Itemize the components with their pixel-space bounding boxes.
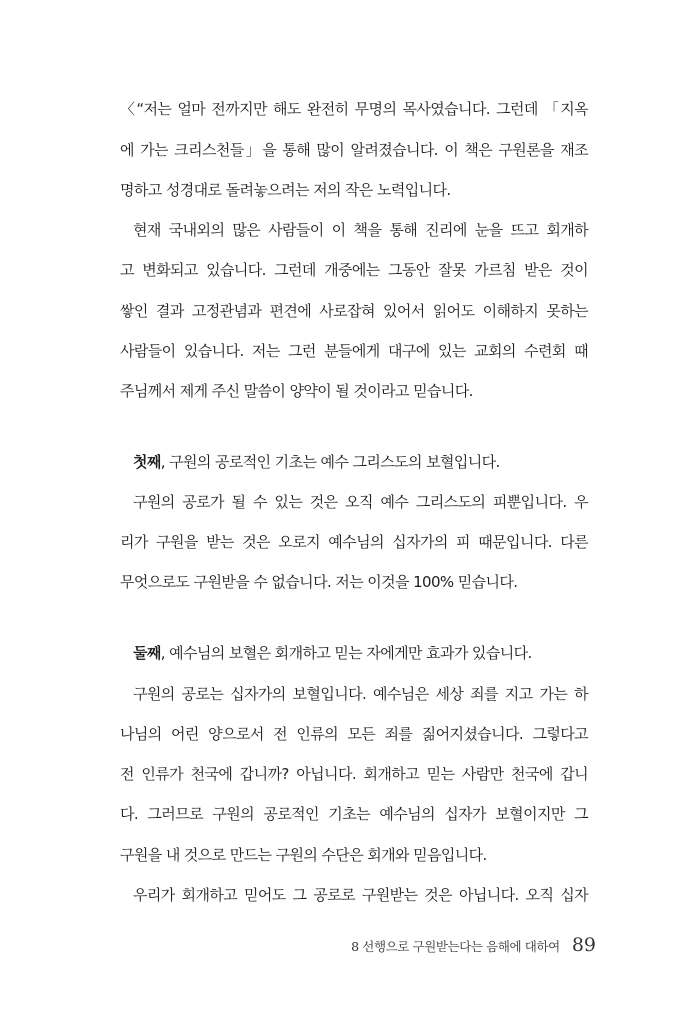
paragraph-line: 에 가는 크리스천들」을 통해 많이 알려졌습니다. 이 책은 구원론을 재조 — [120, 141, 588, 159]
point-heading-lead: 둘째 — [133, 644, 161, 662]
paragraph-line: 구원의 공로는 십자가의 보혈입니다. 예수님은 세상 죄를 지고 가는 하 — [133, 685, 588, 703]
paragraph-line: 구원을 내 것으로 만드는 구원의 수단은 회개와 믿음입니다. — [120, 846, 487, 864]
paragraph-line: 무엇으로도 구원받을 수 없습니다. 저는 이것을 100% 믿습니다. — [120, 573, 518, 591]
paragraph-line: 전 인류가 천국에 갑니까? 아닙니다. 회개하고 믿는 사람만 천국에 갑니 — [120, 765, 588, 783]
paragraph-line: 고 변화되고 있습니다. 그런데 개중에는 그동안 잘못 가르침 받은 것이 — [120, 261, 588, 279]
point-heading-lead: 첫째 — [133, 453, 161, 471]
paragraph-line: 현재 국내외의 많은 사람들이 이 책을 통해 진리에 눈을 뜨고 회개하 — [133, 221, 588, 239]
point-heading-second — [133, 643, 588, 663]
paragraph-line: 구원의 공로가 될 수 있는 것은 오직 예수 그리스도의 피뿐입니다. 우 — [133, 493, 588, 511]
point-heading-text: , 예수님의 보혈은 회개하고 믿는 자에게만 효과가 있습니다. — [160, 644, 532, 662]
paragraph-line: 다. 그러므로 구원의 공로적인 기초는 예수님의 십자가 보혈이지만 그 — [120, 805, 588, 823]
paragraph-line: 나님의 어린 양으로서 전 인류의 모든 죄를 짊어지셨습니다. 그렇다고 — [120, 725, 588, 743]
paragraph-line: 〈“저는 얼마 전까지만 해도 완전히 무명의 목사였습니다. 그런데 「지옥 — [120, 100, 588, 118]
paragraph-line: 사람들이 있습니다. 저는 그런 분들에게 대구에 있는 교회의 수련회 때 — [120, 342, 588, 360]
point-heading-first — [133, 452, 588, 472]
paragraph-line: 명하고 성경대로 돌려놓으려는 저의 작은 노력입니다. — [120, 181, 451, 199]
page-number: 89 — [571, 934, 596, 956]
paragraph-line: 쌓인 결과 고정관념과 편견에 사로잡혀 있어서 읽어도 이해하지 못하는 — [120, 302, 588, 320]
chapter-title: 8 선행으로 구원받는다는 음해에 대하여 — [351, 939, 560, 954]
paragraph-line: 리가 구원을 받는 것은 오로지 예수님의 십자가의 피 때문입니다. 다른 — [120, 533, 588, 551]
running-footer — [351, 934, 596, 958]
paragraph-line: 우리가 회개하고 믿어도 그 공로로 구원받는 것은 아닙니다. 오직 십자 — [133, 886, 588, 904]
paragraph-line: 주님께서 제게 주신 말씀이 양약이 될 것이라고 믿습니다. — [120, 382, 473, 400]
point-heading-text: , 구원의 공로적인 기초는 예수 그리스도의 보혈입니다. — [160, 453, 500, 471]
